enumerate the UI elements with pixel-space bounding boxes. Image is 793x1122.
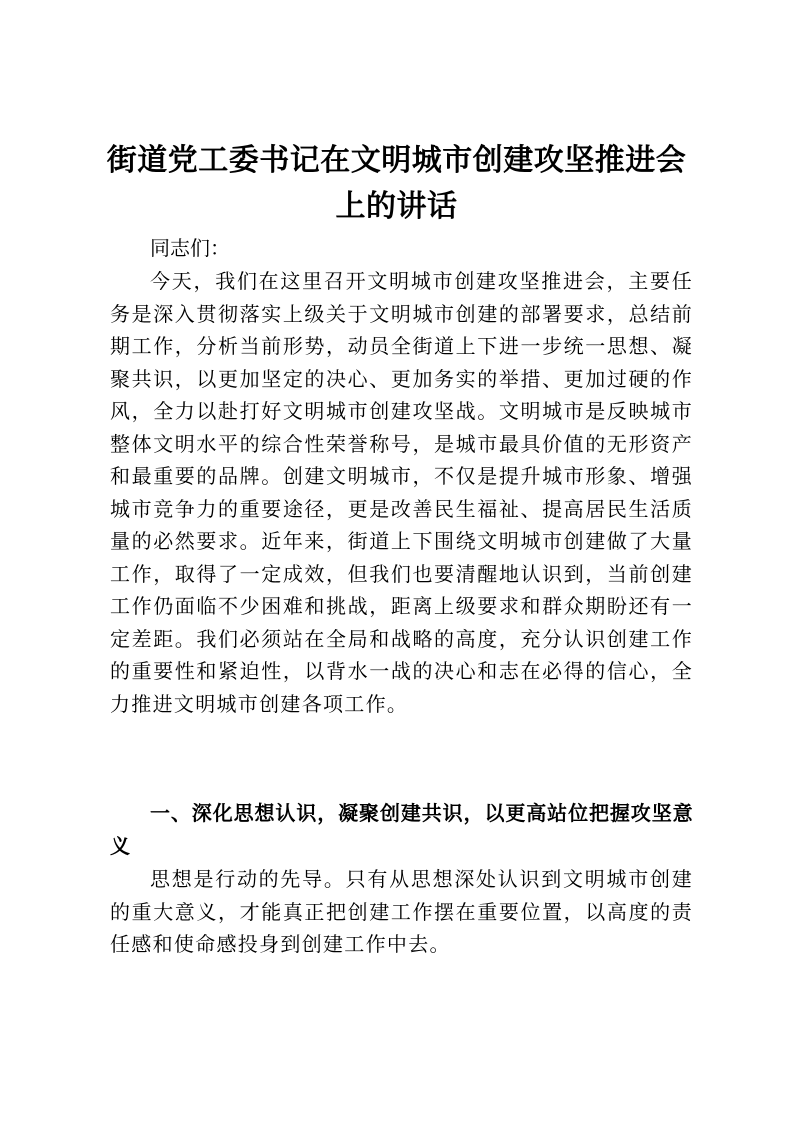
- opening-paragraph: 今天，我们在这里召开文明城市创建攻坚推进会，主要任务是深入贯彻落实上级关于文明城市创建的部署要求，总结前期工作，分析当前形势，动员全街道上下进一步统一思想、凝聚共识，以更加坚定的决心、更加务实的举措、更加过硬的作风，全力以赴打好文明城市创建攻坚战。文明城市是反映城市整体文明水平的综合性荣誉称号，是城市最具价值的无形资产和最重要的品牌。创建文明城市，不仅是提升城市形象、增强城市竞争力的重要途径，更是改善民生福祉、提高居民生活质量的必然要求。近年来，街道上下围绕文明城市创建做了大量工作，取得了一定成效，但我们也要清醒地认识到，当前创建工作仍面临不少困难和挑战，距离上级要求和群众期盼还有一定差距。我们必须站在全局和战略的高度，充分认识创建工作的重要性和紧迫性，以背水一战的决心和志在必得的信心，全力推进文明城市创建各项工作。: [110, 269, 693, 716]
- section-heading: 一、深化思想认识，凝聚创建共识，以更高站位把握攻坚意义: [110, 801, 693, 858]
- section-paragraph: 思想是行动的先导。只有从思想深处认识到文明城市创建的重大意义，才能真正把创建工作摆在重要位置，以高度的责任感和使命感投身到创建工作中去。: [110, 867, 693, 956]
- salutation: 同志们：: [150, 236, 230, 260]
- document-title: 街道党工委书记在文明城市创建攻坚推进会上的讲话: [106, 143, 687, 224]
